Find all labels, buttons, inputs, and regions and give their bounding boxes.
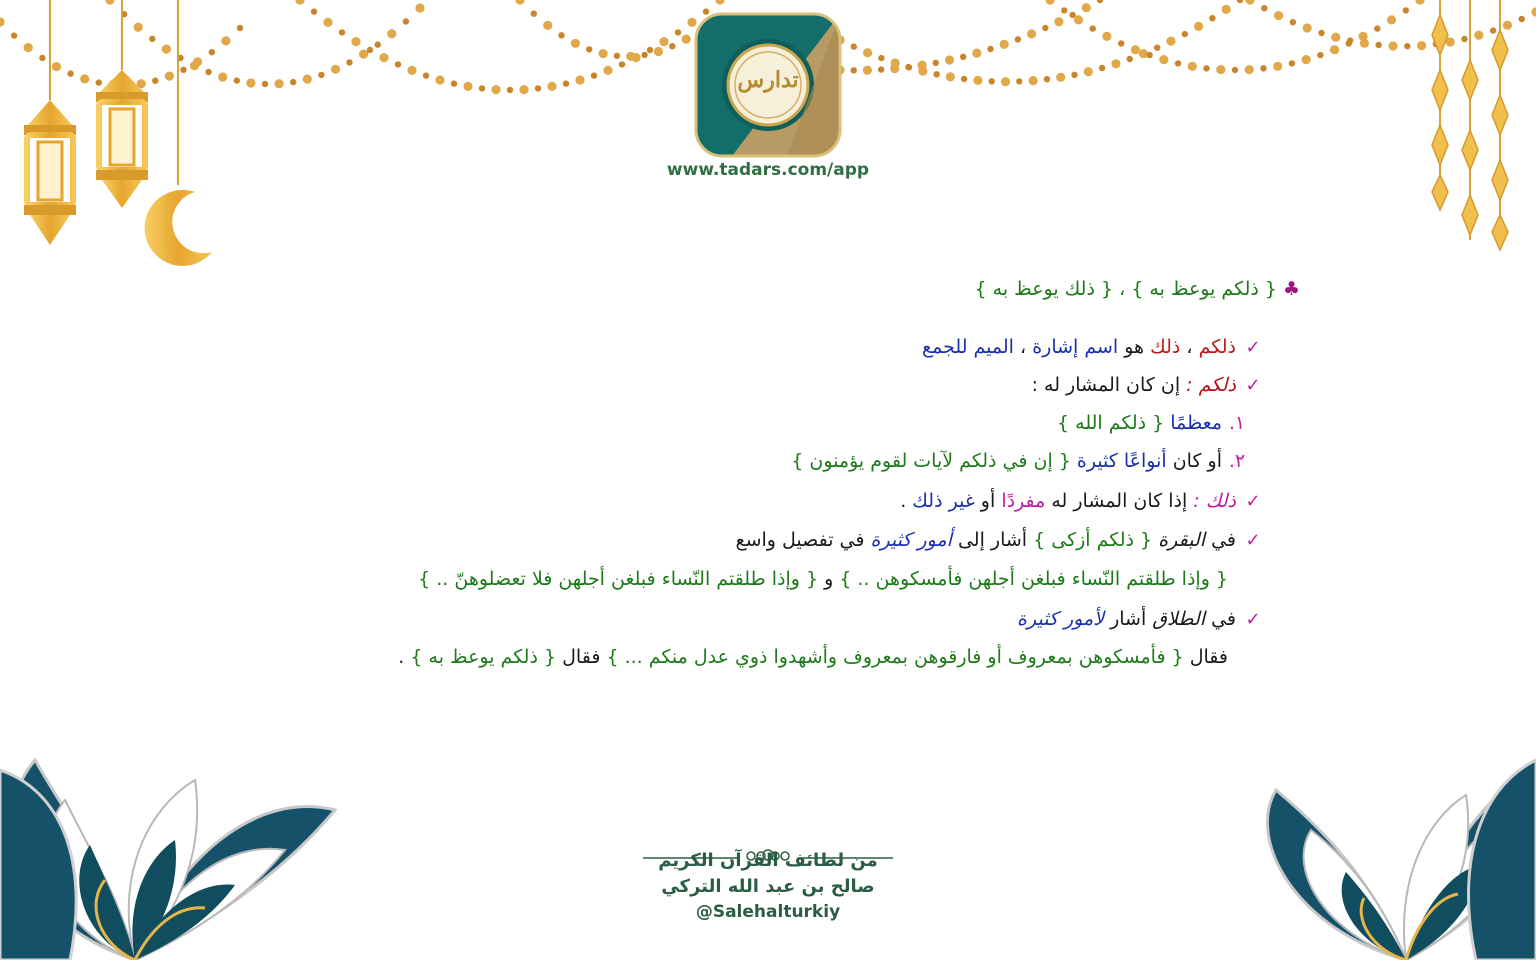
text-segment: أشار إلى — [951, 529, 1034, 551]
heading-text: { ذلكم يوعظ به } ، { ذلك يوعظ به } — [974, 278, 1277, 300]
text-segment: أشار — [1104, 608, 1153, 630]
text-segment: { وإذا طلقتم النّساء فبلغن أجلهن فأمسكوهن .. } — [839, 568, 1228, 590]
text-segment: { إن في ذلكم لآيات لقوم يؤمنون } — [791, 450, 1077, 472]
footer-title: من لطائف القرآن الكريم — [658, 850, 878, 871]
text-segment: لأمور كثيرة — [1017, 608, 1105, 630]
text-segment: أمور كثيرة — [870, 529, 952, 551]
text-segment: ذلكم — [1198, 336, 1236, 358]
text-segment: أنواعًا كثيرة — [1076, 450, 1167, 472]
site-url[interactable]: www.tadars.com/app — [666, 160, 870, 180]
text-segment: غير ذلك — [912, 490, 975, 512]
app-logo — [692, 10, 844, 160]
text-segment: . — [398, 646, 411, 668]
text-segment: . — [900, 490, 913, 512]
text-segment: في — [1205, 529, 1236, 551]
floral-ornament-right — [1206, 750, 1536, 960]
text-segment: ذلك : — [1193, 490, 1236, 512]
list-number: ١. — [1228, 412, 1246, 434]
text-segment: إذا كان المشار له — [1045, 490, 1194, 512]
checkmark-icon: ✓ — [1245, 530, 1261, 551]
club-icon: ♣ — [1282, 278, 1300, 300]
footer-author: صالح بن عبد الله التركي — [661, 876, 875, 897]
content-line — [900, 490, 1270, 512]
footer — [610, 848, 926, 924]
text-segment: ، — [1180, 336, 1199, 358]
text-segment: في تفصيل واسع — [735, 529, 871, 551]
floral-ornament-left — [0, 750, 360, 960]
checkmark-icon: ✓ — [1245, 491, 1261, 512]
crescent-moon-icon — [145, 190, 212, 266]
content-line — [1017, 608, 1270, 630]
content-line — [398, 646, 1228, 668]
text-segment: ذلكم : — [1186, 374, 1236, 396]
text-segment: هو — [1118, 336, 1151, 358]
text-segment: { ذلكم يوعظ به } — [410, 646, 557, 668]
text-segment: الميم للجمع — [922, 336, 1014, 358]
heading-line — [975, 278, 1300, 300]
text-segment: البقرة — [1158, 529, 1206, 551]
lantern-icon — [96, 70, 148, 208]
text-segment: ذلك — [1150, 336, 1181, 358]
checkmark-icon: ✓ — [1245, 375, 1261, 396]
text-segment: أو كان — [1166, 450, 1222, 472]
content-line — [1032, 374, 1270, 396]
text-segment: { ذلكم الله } — [1057, 412, 1171, 434]
text-segment: في — [1205, 608, 1236, 630]
text-segment: اسم إشارة — [1032, 336, 1119, 358]
text-segment: مفردًا — [1001, 490, 1046, 512]
content-line — [1057, 412, 1252, 434]
footer-handle[interactable]: @Salehalturkiy — [695, 902, 841, 922]
text-segment: فقال — [556, 646, 607, 668]
lantern-icon — [24, 100, 76, 245]
text-segment: إن كان المشار له : — [1031, 374, 1187, 396]
text-segment: أو — [974, 490, 1002, 512]
logo-text: تدارس — [737, 67, 799, 93]
content-line — [418, 568, 1228, 590]
lantern-crescent-decoration — [0, 0, 240, 270]
checkmark-icon: ✓ — [1245, 609, 1261, 630]
text-segment: الطلاق — [1152, 608, 1206, 630]
text-segment: { وإذا طلقتم النّساء فبلغن أجلهن فلا تعضلوهنّ .. } — [418, 568, 819, 590]
text-segment: ، — [1013, 336, 1033, 358]
text-segment: فقال — [1183, 646, 1228, 668]
list-number: ٢. — [1228, 450, 1246, 472]
text-segment: و — [818, 568, 840, 590]
text-segment: معظمًا — [1170, 412, 1222, 434]
content-line — [922, 336, 1270, 358]
text-segment: { فأمسكوهن بمعروف أو فارقوهن بمعروف وأشهدوا ذوي عدل منكم ... } — [606, 646, 1184, 668]
checkmark-icon: ✓ — [1245, 337, 1261, 358]
content-line — [791, 450, 1252, 472]
hanging-diamonds-decoration — [1426, 0, 1536, 260]
text-segment: { ذلكم أزكى } — [1033, 529, 1159, 551]
content-line — [735, 529, 1270, 551]
